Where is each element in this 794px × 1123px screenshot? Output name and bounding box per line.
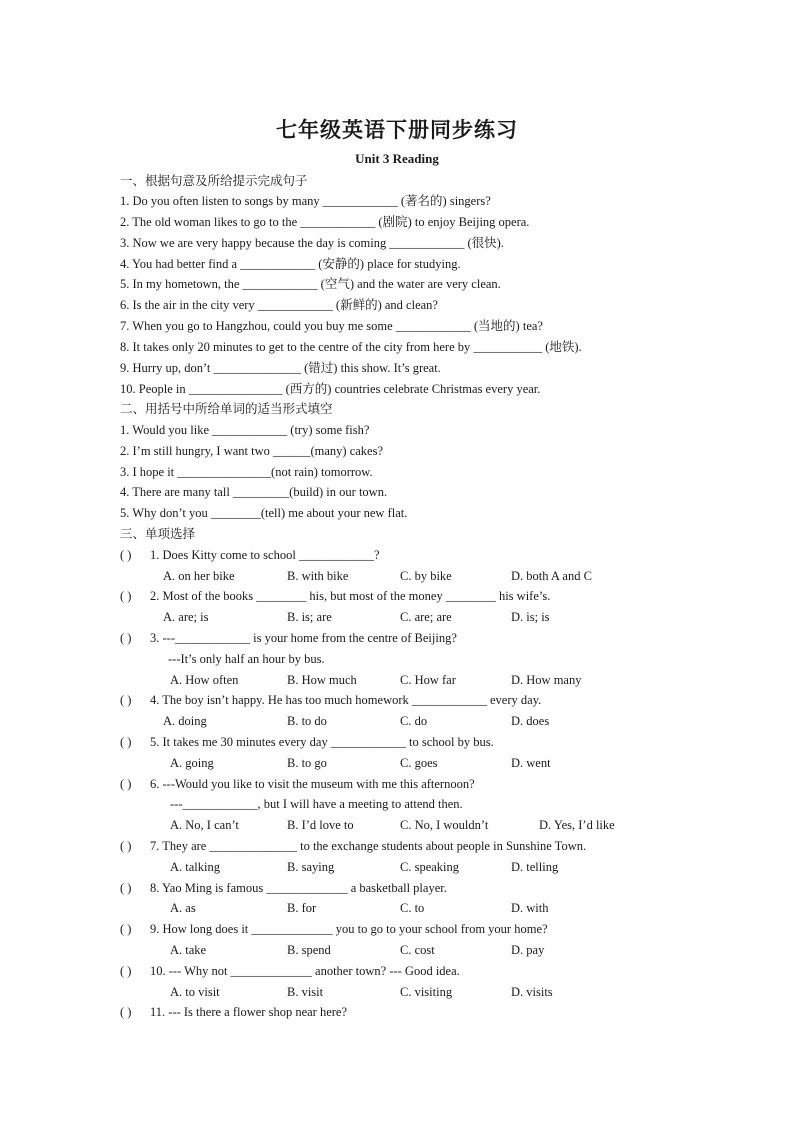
mc-question-5: 5. It takes me 30 minutes every day ____________ to school by bus. (150, 735, 494, 749)
mc-question-2: 2. Most of the books ________ his, but most of the money ________ his wife’s. (150, 589, 551, 603)
mc1-option-a: A. on her bike (163, 569, 235, 583)
mc2-option-b: B. is; are (287, 610, 332, 624)
mc1-option-d: D. both A and C (511, 569, 592, 583)
s1-item-5: 5. In my hometown, the ____________ (空气) and the water are very clean. (120, 277, 501, 291)
mc10-option-d: D. visits (511, 985, 553, 999)
mc8-option-c: C. to (400, 901, 425, 915)
mc3-option-b: B. How much (287, 673, 357, 687)
s2-item-2: 2. I’m still hungry, I want two ______(many) cakes? (120, 444, 384, 458)
s1-item-9: 9. Hurry up, don’t ______________ (错过) this show. It’s great. (120, 361, 441, 375)
page-subtitle: Unit 3 Reading (355, 151, 439, 166)
answer-paren: ( ) (120, 964, 132, 978)
mc6-reply: ---____________, but I will have a meeting to attend then. (170, 797, 463, 811)
s2-item-1: 1. Would you like ____________ (try) some fish? (120, 423, 370, 437)
mc5-option-b: B. to go (287, 756, 327, 770)
mc-question-1: 1. Does Kitty come to school ____________? (150, 548, 380, 562)
answer-paren: ( ) (120, 735, 132, 749)
page-title: 七年级英语下册同步练习 (276, 117, 518, 142)
answer-paren: ( ) (120, 631, 132, 645)
section3-heading: 三、单项选择 (120, 526, 196, 541)
mc2-option-c: C. are; are (400, 610, 452, 624)
mc3-option-d: D. How many (511, 673, 582, 687)
answer-paren: ( ) (120, 589, 132, 603)
mc-question-4: 4. The boy isn’t happy. He has too much homework ____________ every day. (150, 693, 542, 707)
mc-question-6: 6. ---Would you like to visit the museum with me this afternoon? (150, 777, 475, 791)
mc7-option-c: C. speaking (400, 860, 460, 874)
s1-item-2: 2. The old woman likes to go to the ____________ (剧院) to enjoy Beijing opera. (120, 215, 530, 229)
mc7-option-a: A. talking (170, 860, 220, 874)
mc5-option-d: D. went (511, 756, 551, 770)
s1-item-1: 1. Do you often listen to songs by many ____________ (著名的) singers? (120, 194, 491, 208)
mc9-option-b: B. spend (287, 943, 331, 957)
mc1-option-b: B. with bike (287, 569, 349, 583)
answer-paren: ( ) (120, 548, 132, 562)
mc9-option-a: A. take (170, 943, 207, 957)
s1-item-10: 10. People in _______________ (西方的) countries celebrate Christmas every year. (120, 382, 541, 396)
mc6-option-a: A. No, I can’t (170, 818, 239, 832)
mc9-option-c: C. cost (400, 943, 435, 957)
answer-paren: ( ) (120, 881, 132, 895)
s2-item-3: 3. I hope it _______________(not rain) tomorrow. (120, 465, 373, 479)
answer-paren: ( ) (120, 839, 132, 853)
mc6-option-c: C. No, I wouldn’t (400, 818, 489, 832)
mc3-option-a: A. How often (170, 673, 239, 687)
mc-question-11: 11. --- Is there a flower shop near here? (150, 1005, 348, 1019)
answer-paren: ( ) (120, 1005, 132, 1019)
mc3-reply: ---It’s only half an hour by bus. (168, 652, 325, 666)
mc10-option-a: A. to visit (170, 985, 220, 999)
answer-paren: ( ) (120, 693, 132, 707)
mc8-option-a: A. as (170, 901, 196, 915)
mc-question-8: 8. Yao Ming is famous _____________ a basketball player. (150, 881, 447, 895)
mc3-option-c: C. How far (400, 673, 456, 687)
mc4-option-c: C. do (400, 714, 428, 728)
mc9-option-d: D. pay (511, 943, 545, 957)
mc7-option-d: D. telling (511, 860, 559, 874)
s1-item-8: 8. It takes only 20 minutes to get to the centre of the city from here by ___________ (地铁). (120, 340, 582, 354)
mc4-option-b: B. to do (287, 714, 327, 728)
mc4-option-d: D. does (511, 714, 550, 728)
mc5-option-a: A. going (170, 756, 214, 770)
mc7-option-b: B. saying (287, 860, 335, 874)
mc-question-7: 7. They are ______________ to the exchange students about people in Sunshine Town. (150, 839, 587, 853)
s1-item-3: 3. Now we are very happy because the day is coming ____________ (很快). (120, 236, 504, 250)
mc1-option-c: C. by bike (400, 569, 452, 583)
mc-question-10: 10. --- Why not _____________ another town? --- Good idea. (150, 964, 460, 978)
mc10-option-c: C. visiting (400, 985, 453, 999)
mc2-option-a: A. are; is (163, 610, 209, 624)
mc6-option-d: D. Yes, I’d like (539, 818, 615, 832)
answer-paren: ( ) (120, 922, 132, 936)
mc2-option-d: D. is; is (511, 610, 550, 624)
mc10-option-b: B. visit (287, 985, 324, 999)
mc5-option-c: C. goes (400, 756, 438, 770)
answer-paren: ( ) (120, 777, 132, 791)
section2-heading: 二、用括号中所给单词的适当形式填空 (120, 401, 333, 416)
s1-item-6: 6. Is the air in the city very ____________ (新鲜的) and clean? (120, 298, 438, 312)
s1-item-4: 4. You had better find a ____________ (安静的) place for studying. (120, 257, 461, 271)
mc-question-9: 9. How long does it _____________ you to go to your school from your home? (150, 922, 548, 936)
mc8-option-b: B. for (287, 901, 317, 915)
s2-item-5: 5. Why don’t you ________(tell) me about your new flat. (120, 506, 408, 520)
s2-item-4: 4. There are many tall _________(build) in our town. (120, 485, 388, 499)
mc8-option-d: D. with (511, 901, 549, 915)
section1-heading: 一、根据句意及所给提示完成句子 (120, 173, 308, 188)
s1-item-7: 7. When you go to Hangzhou, could you buy me some ____________ (当地的) tea? (120, 319, 543, 333)
mc-question-3: 3. ---____________ is your home from the centre of Beijing? (150, 631, 457, 645)
mc4-option-a: A. doing (163, 714, 207, 728)
mc6-option-b: B. I’d love to (287, 818, 354, 832)
